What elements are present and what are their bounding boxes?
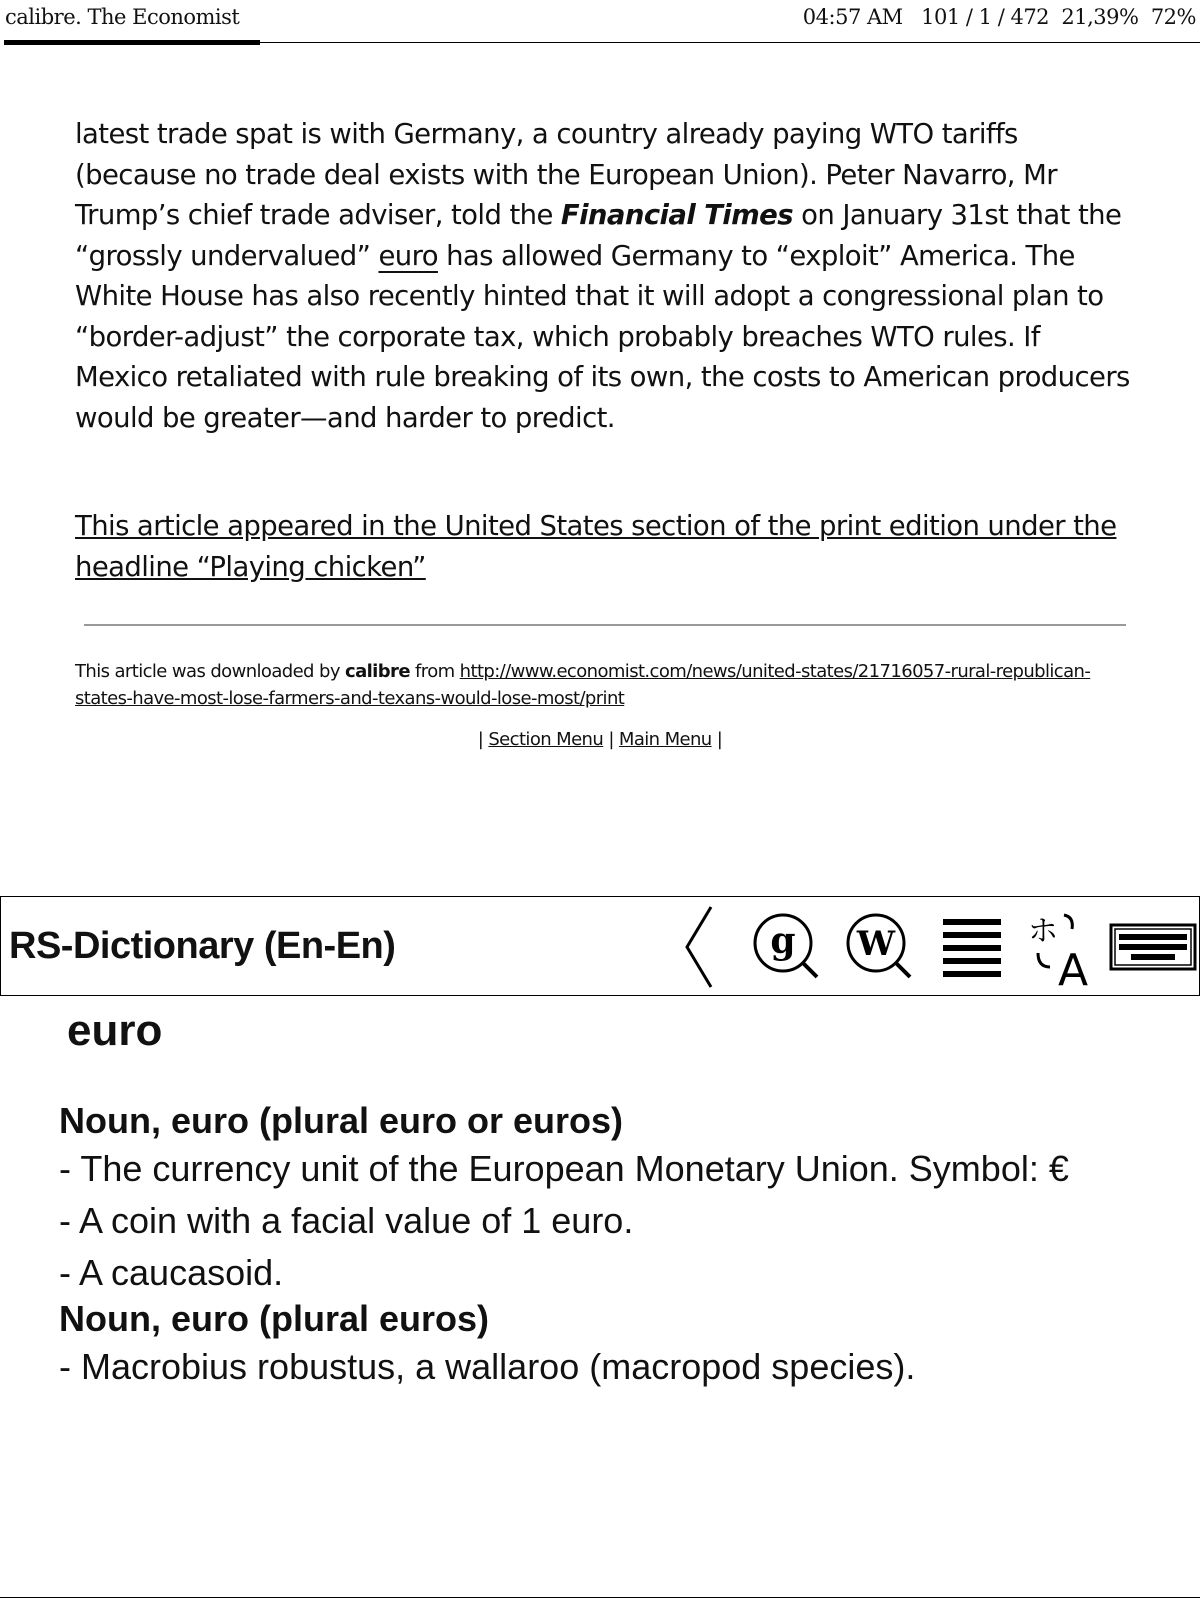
nav-menu (0, 729, 1200, 750)
back-chevron-icon[interactable] (681, 905, 725, 989)
keyboard-icon[interactable] (1109, 905, 1197, 989)
text: This article was downloaded by (75, 661, 345, 682)
main-menu-link[interactable]: Main Menu (618, 729, 712, 750)
article-credit-link[interactable]: This article appeared in the United States section of the print edition under the headline “Playing chicken” (75, 510, 1117, 583)
definition: - The currency unit of the European Monetary Union. Symbol: € (59, 1148, 1069, 1189)
svg-text:W: W (856, 924, 896, 964)
publication-name: Financial Times (560, 199, 793, 231)
article-paragraph (75, 114, 1135, 438)
definition: - A coin with a facial value of 1 euro. (59, 1200, 634, 1241)
selected-word-euro[interactable]: euro (378, 239, 438, 272)
divider (84, 624, 1126, 626)
sep: | (477, 729, 484, 750)
google-search-icon[interactable] (753, 905, 823, 989)
text: latest trade spat is with Germany, a country already paying WTO tariffs (because no trade deal exists with the European Union). Peter Navarro, Mr Trump’s chief trade adviser, told the (75, 118, 1057, 231)
book-title: calibre. The Economist (5, 5, 240, 29)
sep: | (608, 729, 614, 750)
bottom-border (0, 1597, 1200, 1598)
definition: - Macrobius robustus, a wallaroo (macropod species). (59, 1346, 916, 1387)
source-url-link[interactable]: http://www.economist.com/news/united-states/21716057-rural-republican-states-have-most-lose-farmers-and-texans-would-lose-most/print (75, 661, 1091, 709)
status-info: 04:57 AM 101 / 1 / 472 21,39% 72% (802, 5, 1196, 29)
menu-lines-icon[interactable] (941, 905, 1003, 989)
svg-text:g: g (770, 920, 796, 962)
progress-fill (4, 40, 260, 45)
text: from (409, 661, 460, 682)
dictionary-headword: euro (67, 1006, 163, 1055)
translate-icon[interactable] (1026, 905, 1096, 989)
status-bar (0, 0, 1200, 46)
text: has allowed Germany to “exploit” America. The White House has also recently hinted that it will adopt a congressional plan to “border-adjust” the corporate tax, which probably breaches WTO rules. If Mexico retaliated with rule breaking of its own, the costs to American producers would be greater—and harder to predict. (75, 239, 1130, 434)
definition: - A caucasoid. (59, 1252, 284, 1293)
definitions (59, 1100, 1069, 1398)
text: on January 31st that the “grossly undervalued” (75, 199, 1122, 272)
wikipedia-search-icon[interactable] (846, 905, 916, 989)
entry-heading: Noun, euro (plural euro or euros) (59, 1100, 624, 1141)
download-note (75, 658, 1135, 712)
sep: | (716, 729, 723, 750)
svg-text:A: A (1058, 945, 1089, 989)
dictionary-title: RS-Dictionary (En-En) (9, 925, 396, 967)
svg-text:ホ: ホ (1028, 914, 1058, 949)
section-menu-link[interactable]: Section Menu (488, 729, 604, 750)
calibre-brand: calibre (345, 661, 410, 682)
dictionary-toolbar (0, 896, 1200, 996)
entry-heading: Noun, euro (plural euros) (59, 1298, 490, 1339)
